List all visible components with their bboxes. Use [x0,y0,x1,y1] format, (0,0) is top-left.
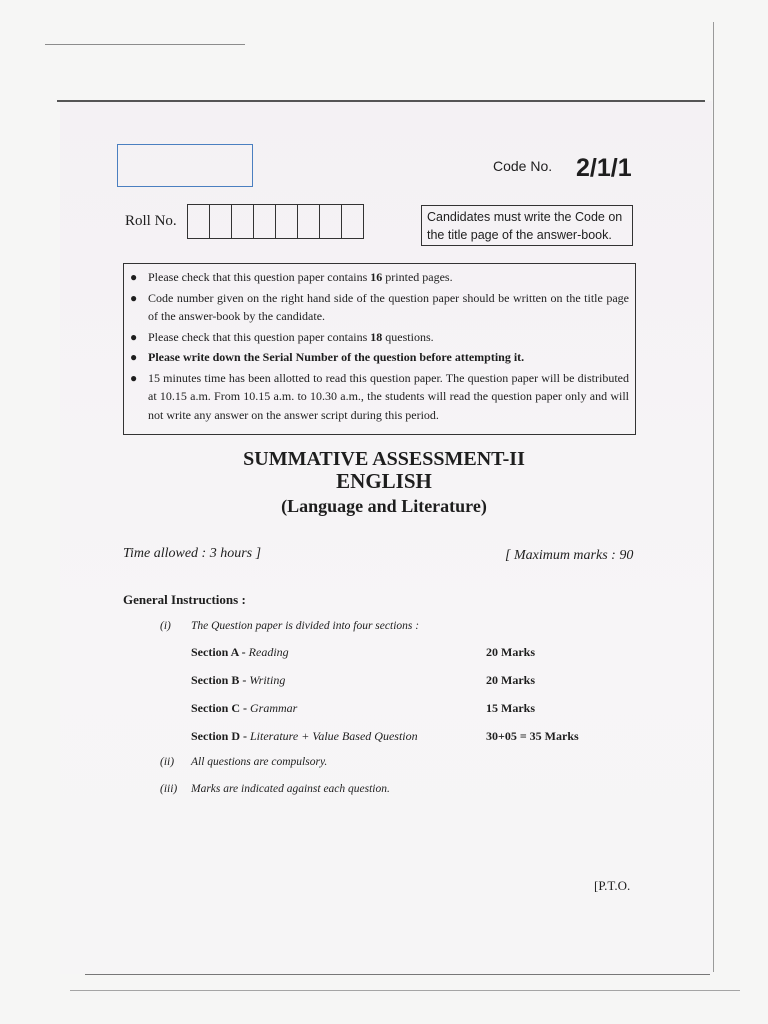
page-bottom-edge [85,974,710,975]
title-assessment: SUMMATIVE ASSESSMENT-II [243,448,525,470]
bullet-icon: ● [130,350,138,364]
roll-digit-box[interactable] [188,205,210,238]
instruction-note-text: Please check that this question paper contains 18 questions. [148,329,434,344]
page-top-edge [57,100,705,102]
section-topic: Reading [248,645,289,659]
roll-digit-box[interactable] [342,205,363,238]
instruction-note [128,369,629,425]
pto-label: [P.T.O. [594,878,631,893]
bullet-icon: ● [130,290,138,305]
roll-digit-box[interactable] [232,205,254,238]
instruction-note [128,328,629,347]
instruction-note-text: Please write down the Serial Number of the question before attempting it. [148,350,525,364]
instruction-note-text: Please check that this question paper contains 16 printed pages. [148,270,453,284]
section-name: Section A - [191,645,249,659]
instruction-note [128,268,629,287]
roll-number-boxes[interactable] [187,204,364,239]
roll-digit-box[interactable] [210,205,232,238]
instruction-note [128,289,629,326]
stamp-box [117,144,253,187]
time-allowed: Time allowed : 3 hours ] [123,546,262,561]
code-label: Code No. [493,158,553,174]
code-value: 2/1/1 [576,154,632,182]
instruction-note [128,348,629,367]
section-name: Section D - [191,729,250,743]
maximum-marks: [ Maximum marks : 90 [505,548,634,563]
roll-label: Roll No. [125,213,177,229]
general-instructions-heading: General Instructions : [123,592,246,607]
scan-edge-bottom [70,990,740,991]
section-topic: Writing [249,673,286,687]
roll-digit-box[interactable] [298,205,320,238]
roll-digit-box[interactable] [254,205,276,238]
section-name: Section B - [191,673,250,687]
roll-digit-box[interactable] [320,205,342,238]
section-row [191,729,418,744]
bullet-icon: ● [130,329,138,344]
item-roman: (iii) [160,783,178,795]
instruction-note-text: 15 minutes time has been allotted to read this question paper. The question paper will be distributed at 10.15 a.m. From 10.15 a.m. to 10.30 a.m., the students will read the question paper only and will not write any answer on the answer script during this period. [148,370,629,422]
item-roman: (ii) [160,756,175,768]
candidate-note: Candidates must write the Code on the title page of the answer-book. [427,210,623,242]
section-marks: 15 Marks [486,701,535,715]
item-roman: (i) [160,620,171,632]
instruction-note-text: Code number given on the right hand side of the question paper should be written on the title page of the answer-book by the candidate. [148,290,629,323]
section-marks: 20 Marks [486,673,535,687]
bullet-icon: ● [130,370,138,385]
title-subtitle: (Language and Literature) [281,496,487,516]
item-text: All questions are compulsory. [191,756,328,768]
roll-digit-box[interactable] [276,205,298,238]
bullet-icon: ● [130,270,138,284]
item-text: The Question paper is divided into four sections : [191,620,420,632]
section-name: Section C - [191,701,250,715]
section-row [191,701,297,716]
item-text: Marks are indicated against each question. [191,783,390,795]
title-subject: ENGLISH [336,469,432,493]
candidate-note-box [421,205,633,246]
section-row [191,673,285,688]
section-topic: Grammar [250,701,298,715]
section-marks: 20 Marks [486,645,535,659]
section-topic: Literature + Value Based Question [250,729,418,743]
instructions-box [123,263,636,435]
scan-edge-top [45,44,245,45]
section-marks: 30+05 = 35 Marks [486,729,579,743]
section-row [191,645,289,660]
